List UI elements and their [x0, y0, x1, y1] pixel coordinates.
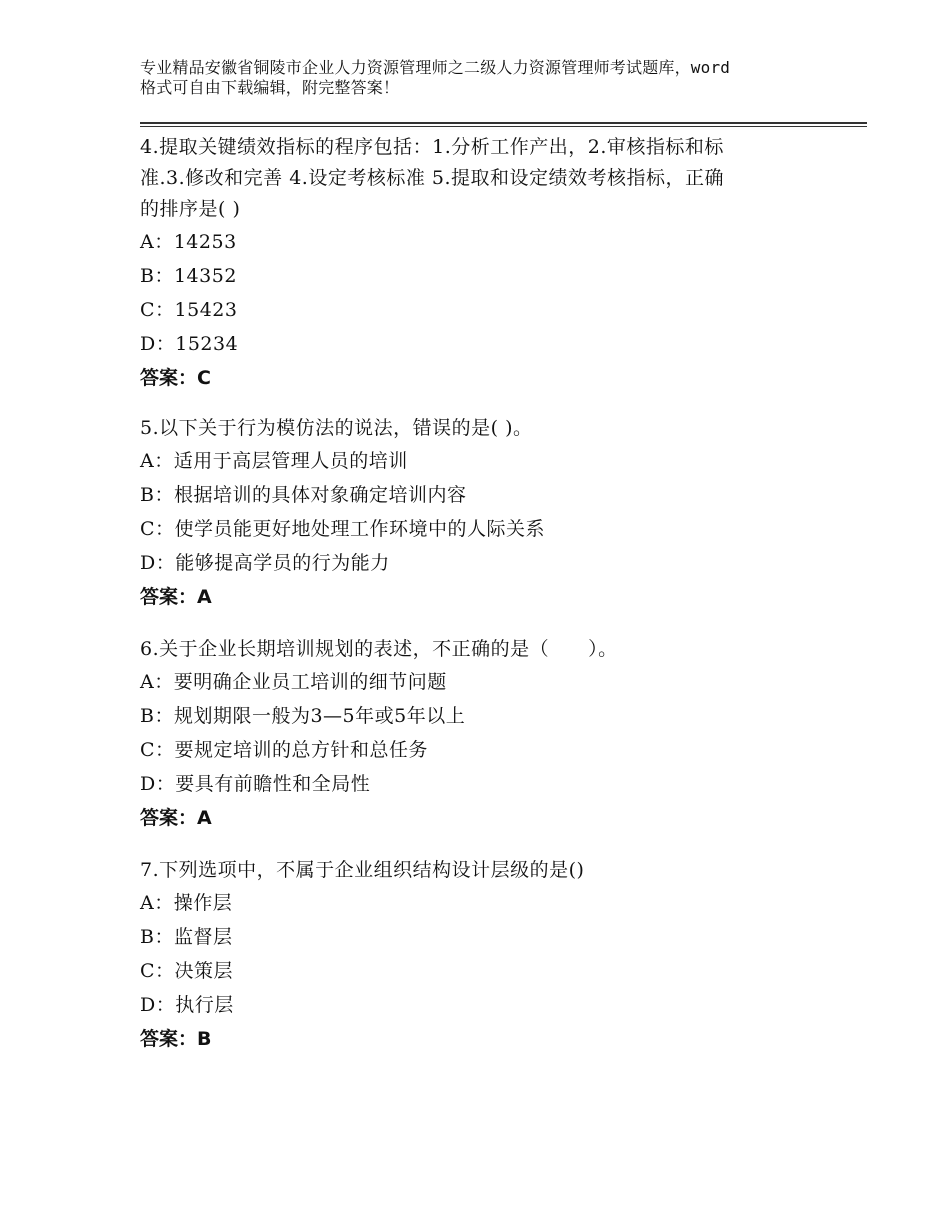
- question-5: [140, 413, 820, 614]
- question-5-option-c: C：使学员能更好地处理工作环境中的人际关系: [140, 518, 546, 540]
- question-4-stem-line-3: 的排序是( ): [140, 198, 241, 220]
- question-4-option-d: D：15234: [140, 333, 239, 355]
- question-4-option-a: A：14253: [140, 231, 237, 253]
- question-7-answer: 答案：B: [140, 1028, 212, 1050]
- question-4-answer: 答案：C: [140, 367, 211, 389]
- question-7-option-b: B：监督层: [140, 926, 233, 948]
- question-6: [140, 634, 820, 835]
- question-4-stem-line-2: 准.3.修改和完善 4.设定考核标准 5.提取和设定绩效考核指标，正确: [140, 167, 725, 189]
- header-rule-thick: [140, 122, 867, 124]
- question-5-stem-line-1: 5.以下关于行为模仿法的说法，错误的是( )。: [140, 417, 533, 439]
- question-7-option-a: A：操作层: [140, 892, 233, 914]
- question-6-option-b: B：规划期限一般为3—5年或5年以上: [140, 705, 466, 727]
- question-4-option-c: C：15423: [140, 299, 238, 321]
- question-list: [140, 128, 820, 1074]
- question-4: [140, 132, 820, 395]
- question-5-option-b: B：根据培训的具体对象确定培训内容: [140, 484, 467, 506]
- question-4-stem-line-1: 4.提取关键绩效指标的程序包括：1.分析工作产出，2.审核指标和标: [140, 136, 724, 158]
- question-7: [140, 855, 820, 1056]
- question-6-answer: 答案：A: [140, 807, 212, 829]
- header-line-2: 格式可自由下载编辑，附完整答案！: [140, 78, 400, 97]
- document-header: [140, 58, 840, 98]
- question-5-option-d: D：能够提高学员的行为能力: [140, 552, 390, 574]
- header-line-1: 专业精品安徽省铜陵市企业人力资源管理师之二级人力资源管理师考试题库，word: [140, 58, 731, 77]
- question-7-stem-line-1: 7.下列选项中，不属于企业组织结构设计层级的是(): [140, 859, 585, 881]
- question-6-option-c: C：要规定培训的总方针和总任务: [140, 739, 429, 761]
- question-7-option-d: D：执行层: [140, 994, 234, 1016]
- question-4-option-b: B：14352: [140, 265, 237, 287]
- question-6-option-a: A：要明确企业员工培训的细节问题: [140, 671, 447, 693]
- question-7-option-c: C：决策层: [140, 960, 234, 982]
- question-5-option-a: A：适用于高层管理人员的培训: [140, 450, 408, 472]
- header-rule-thin: [140, 126, 867, 127]
- question-6-stem-line-1: 6.关于企业长期培训规划的表述，不正确的是（ ）。: [140, 638, 618, 660]
- question-6-option-d: D：要具有前瞻性和全局性: [140, 773, 371, 795]
- question-5-answer: 答案：A: [140, 586, 212, 608]
